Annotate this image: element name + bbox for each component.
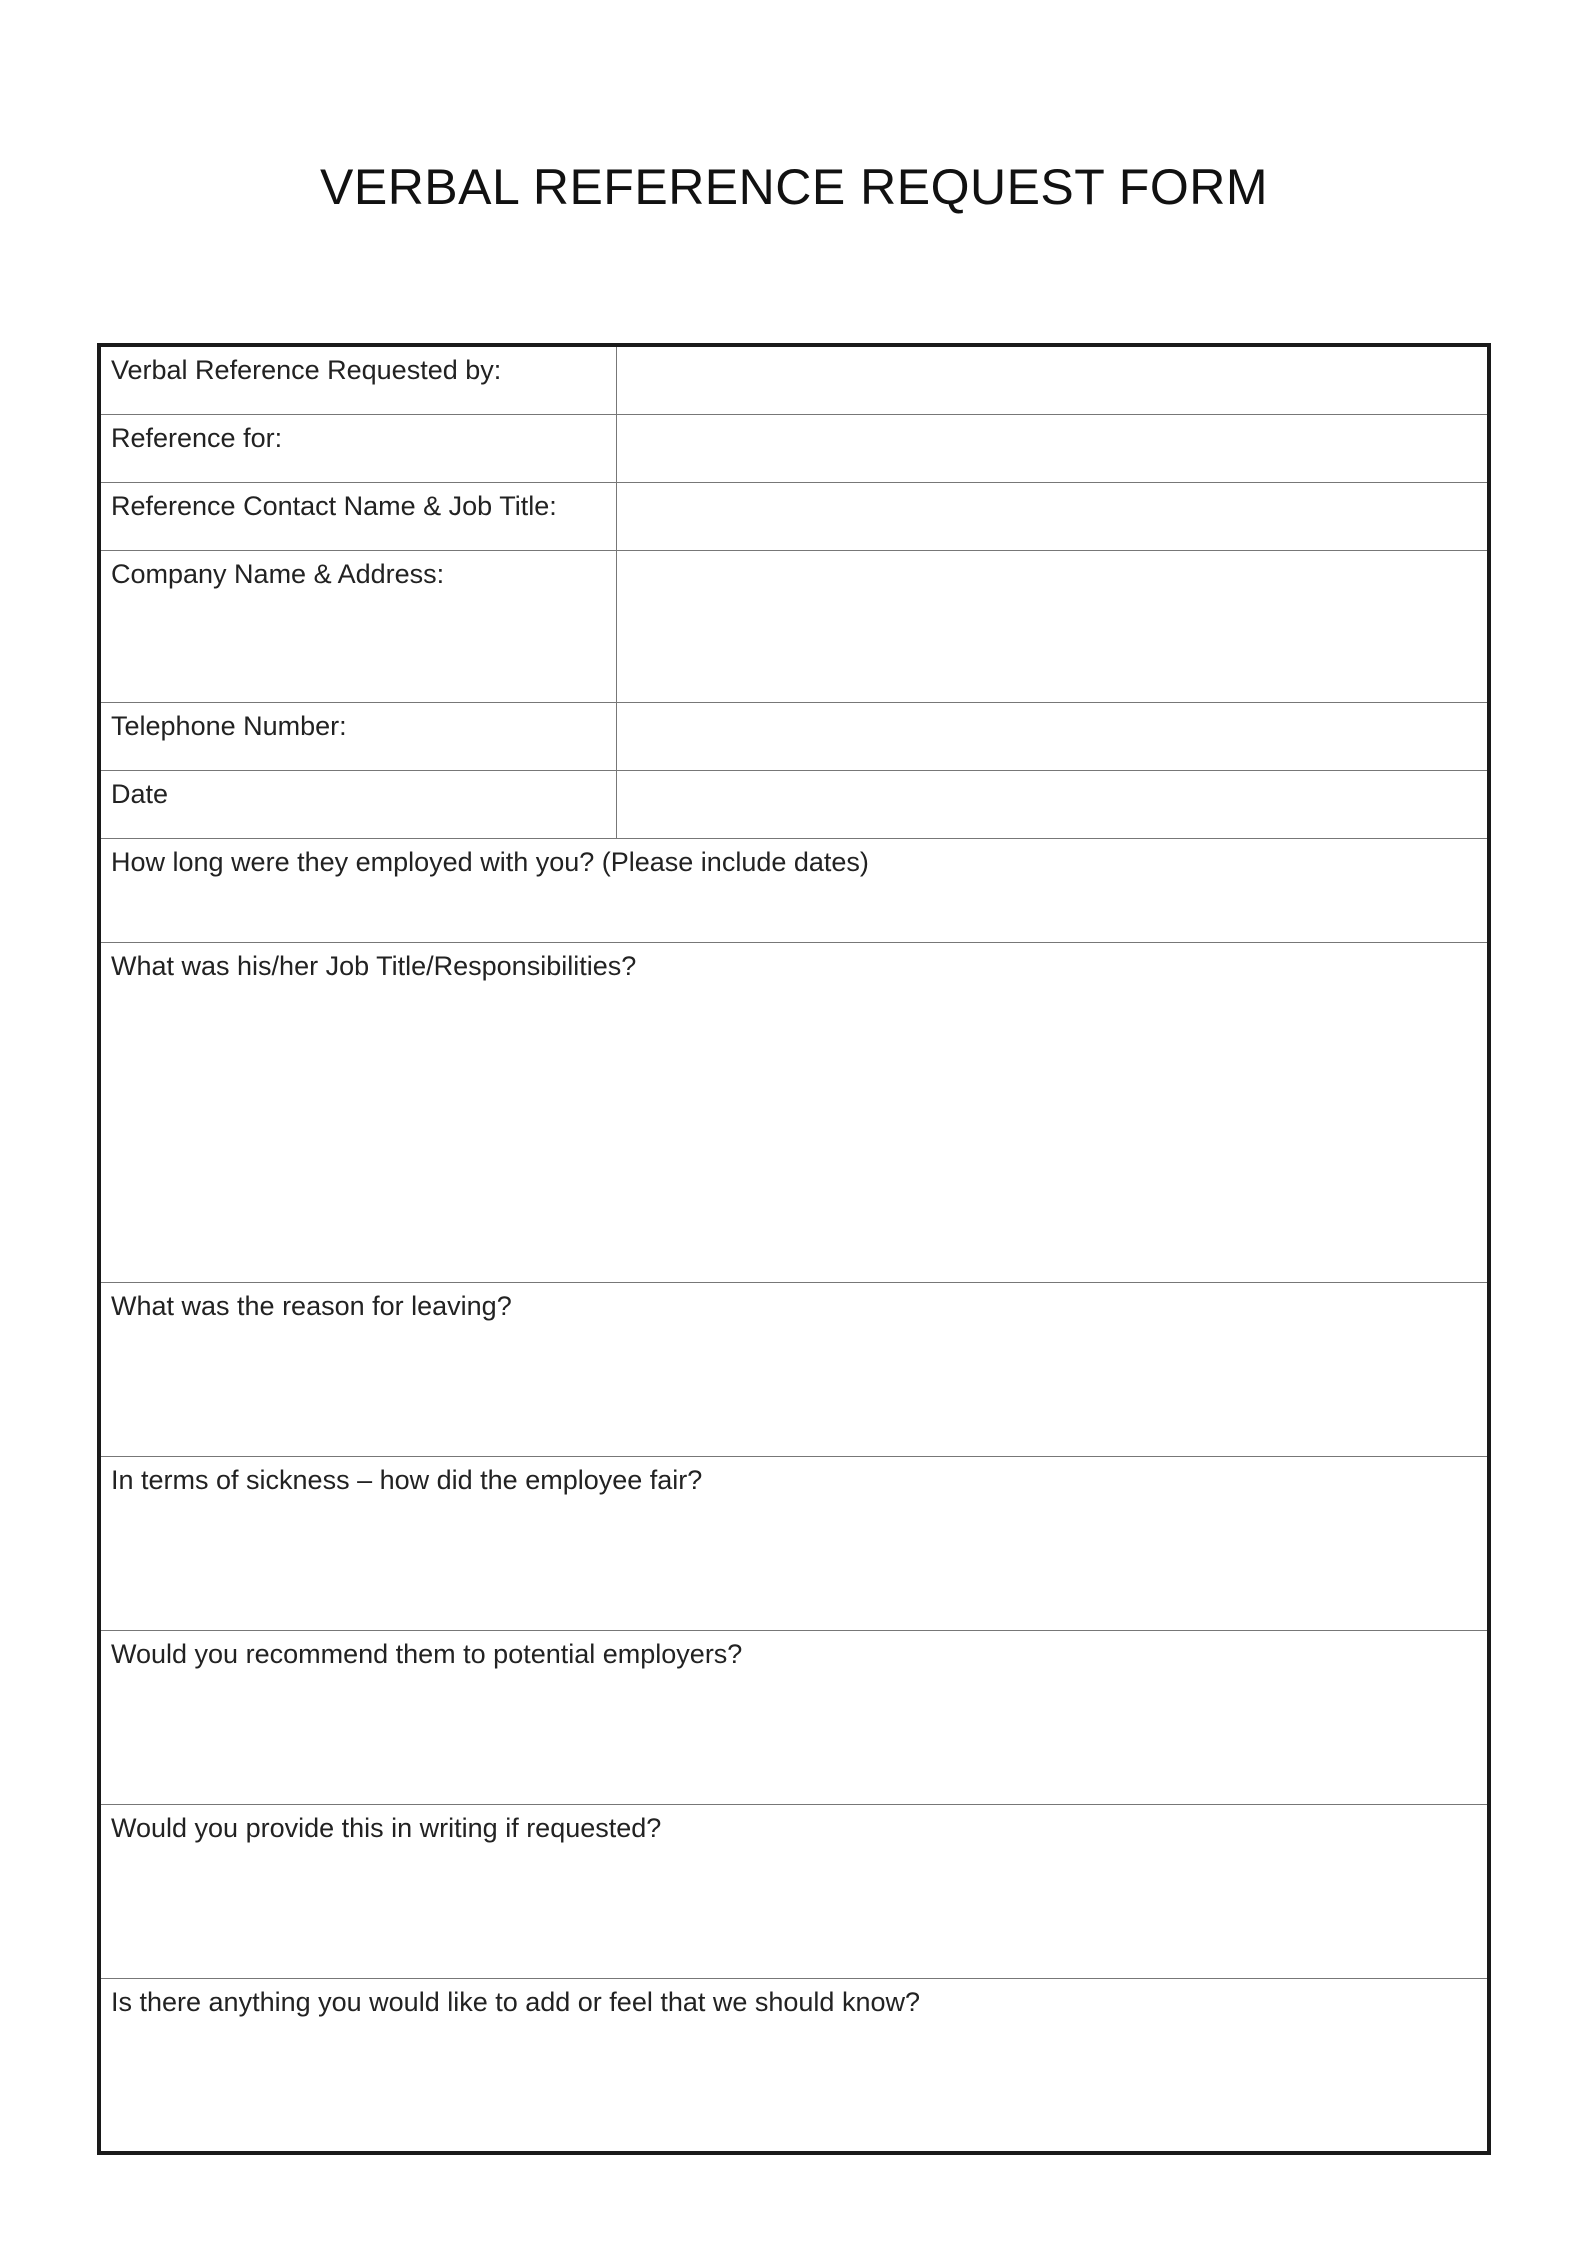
question-label: Would you provide this in writing if requested? <box>111 1813 662 1843</box>
question-label: Would you recommend them to potential employers? <box>111 1639 743 1669</box>
reference-for-field[interactable] <box>617 415 1487 482</box>
question-job-title[interactable] <box>101 943 1487 1283</box>
row-date <box>101 771 1487 839</box>
company-field[interactable] <box>617 551 1487 702</box>
row-reference-for <box>101 415 1487 483</box>
requested-by-field[interactable] <box>617 347 1487 414</box>
question-label: What was his/her Job Title/Responsibilities? <box>111 951 637 981</box>
question-additional[interactable] <box>101 1979 1487 2151</box>
question-label: Is there anything you would like to add or feel that we should know? <box>111 1987 920 2017</box>
telephone-label: Telephone Number: <box>101 703 617 770</box>
question-label: What was the reason for leaving? <box>111 1291 512 1321</box>
reference-for-label: Reference for: <box>101 415 617 482</box>
date-label: Date <box>101 771 617 838</box>
company-label: Company Name & Address: <box>101 551 617 702</box>
question-employment-duration[interactable] <box>101 839 1487 943</box>
contact-name-field[interactable] <box>617 483 1487 550</box>
date-field[interactable] <box>617 771 1487 838</box>
page-title: VERBAL REFERENCE REQUEST FORM <box>320 159 1268 215</box>
question-reason-leaving[interactable] <box>101 1283 1487 1457</box>
question-label: In terms of sickness – how did the employee fair? <box>111 1465 703 1495</box>
row-telephone <box>101 703 1487 771</box>
row-requested-by <box>101 347 1487 415</box>
row-contact-name <box>101 483 1487 551</box>
question-recommend[interactable] <box>101 1631 1487 1805</box>
telephone-field[interactable] <box>617 703 1487 770</box>
question-label: How long were they employed with you? (Please include dates) <box>111 847 869 877</box>
question-sickness[interactable] <box>101 1457 1487 1631</box>
reference-form <box>97 343 1491 2155</box>
row-company <box>101 551 1487 703</box>
question-writing[interactable] <box>101 1805 1487 1979</box>
contact-name-label: Reference Contact Name & Job Title: <box>101 483 617 550</box>
requested-by-label: Verbal Reference Requested by: <box>101 347 617 414</box>
